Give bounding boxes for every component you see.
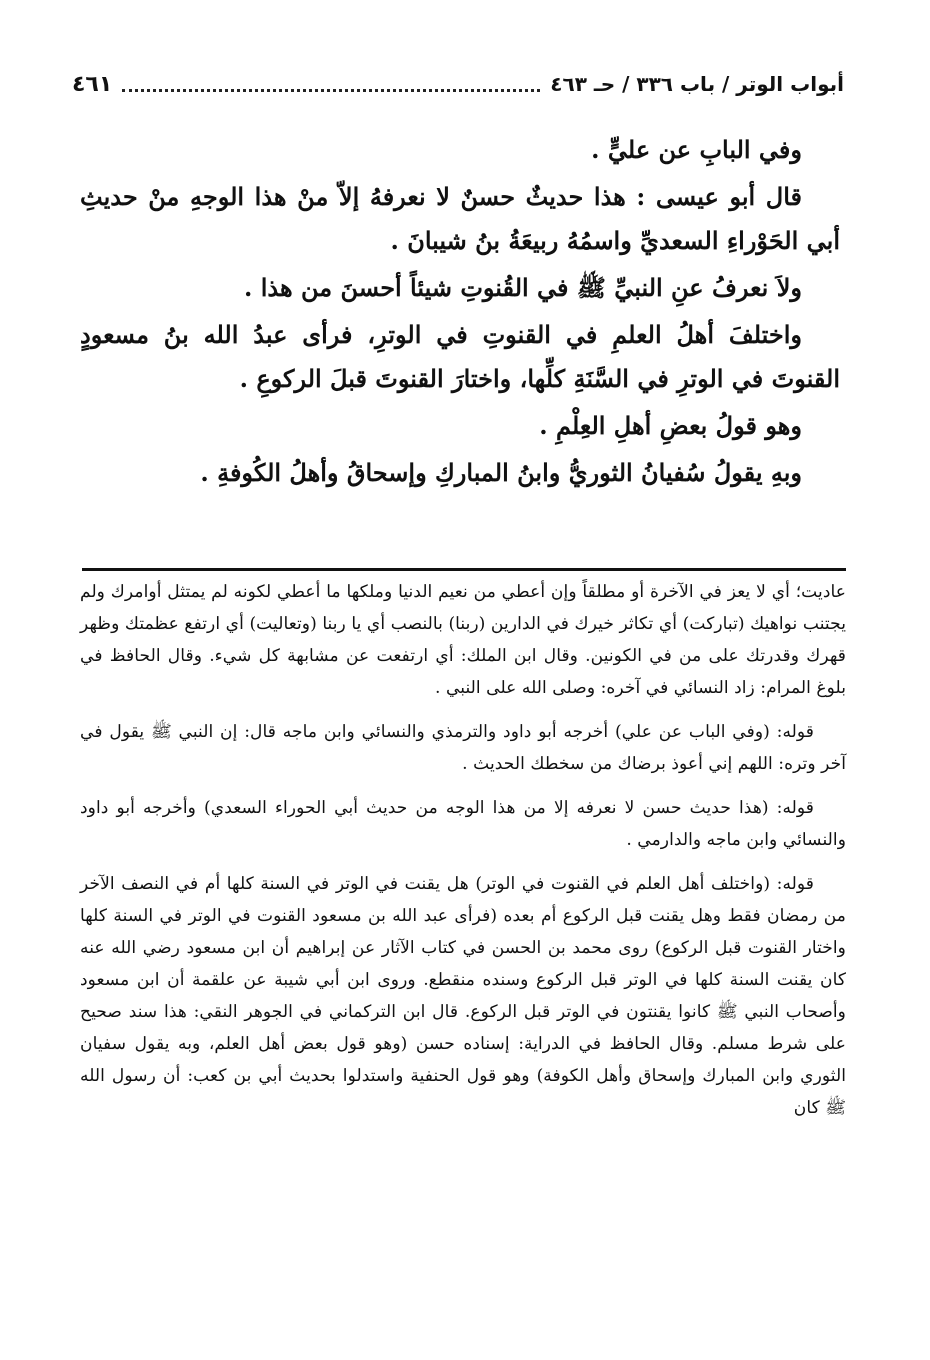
hadith-text (80, 128, 840, 498)
commentary-paragraph: قوله: (واختلف أهل العلم في القنوت في الوتر) هل يقنت في الوتر في السنة كلها أم في النصف الآخر من رمضان فقط وهل يقنت قبل الركوع أم بعده (فرأى عبد الله بن مسعود القنوت في الوتر في السنة كلها واختار القنوت قبل الركوع) روى محمد بن الحسن في كتاب الآثار عن إبراهيم أن ابن مسعود رضي الله عنه كان يقنت السنة كلها في الوتر قبل الركوع وسنده منقطع. وروى ابن أبي شيبة عن علقمة أن ابن مسعود وأصحاب النبي ﷺ كانوا يقنتون في الوتر قبل الركوع. قال ابن التركماني في الجوهر النقي: هذا سند صحيح على شرط مسلم. وقال الحافظ في الدراية: إسناده حسن (وهو قول بعض أهل العلم، وبه يقول سفيان الثوري وابن المبارك وإسحاق وأهل الكوفة) وهو قول الحنفية واستدلوا بحديث أبي بن كعب: أن رسول الله ﷺ كان (80, 874, 846, 1118)
section-divider (82, 568, 846, 571)
commentary-paragraph: عاديت؛ أي لا يعز في الآخرة أو مطلقاً وإن أعطي من نعيم الدنيا وملكها ما أعطي لكونه لم يمتثل أوامرك ولم يجتنب نواهيك (تباركت) أي تكاثر خيرك في الدارين (ربنا) بالنصب أي يا ربنا (وتعاليت) أي ارتفع عظمتك وظهر قهرك وقدرتك على من في الكونين. وقال ابن الملك: أي ارتفعت عن مشابهة كل شيء. وقال الحافظ في بلوغ المرام: زاد النسائي في آخره: وصلى الله على النبي . (80, 582, 846, 698)
matn-paragraph: واختلفَ أهلُ العلمِ في القنوتِ في الوترِ، فرأى عبدُ الله بنُ مسعودٍ القنوتَ في الوترِ في السَّنَةِ كلِّها، واختارَ القنوتَ قبلَ الركوعِ . (80, 320, 840, 393)
page-number: ٤٦١ (72, 71, 113, 97)
commentary-paragraph: قوله: (هذا حديث حسن لا نعرفه إلا من هذا الوجه من حديث أبي الحوراء السعدي) وأخرجه أبو داود والنسائي وابن ماجه والدارمي . (80, 798, 846, 850)
matn-paragraph: وبهِ يقولُ سُفيانُ الثوريُّ وابنُ المباركِ وإسحاقُ وأهلُ الكُوفةِ . (200, 458, 802, 487)
matn-paragraph: ولاَ نعرفُ عنِ النبيِّ ﷺ في القُنوتِ شيئاً أحسنَ من هذا . (244, 273, 802, 302)
matn-paragraph: وفي البابِ عن عليٍّ . (591, 135, 802, 164)
running-head (72, 64, 844, 104)
matn-paragraph: وهو قولُ بعضِ أهلِ العِلْمِ . (539, 411, 802, 440)
running-head-leader-dots (122, 89, 540, 92)
commentary-text (80, 576, 846, 1124)
running-head-title: أبواب الوتر / باب ٣٣٦ / حـ ٤٦٣ (550, 72, 844, 96)
commentary-paragraph: قوله: (وفي الباب عن علي) أخرجه أبو داود والترمذي والنسائي وابن ماجه قال: إن النبي ﷺ يقول في آخر وتره: اللهم إني أعوذ برضاك من سخطك الحديث . (80, 722, 846, 774)
matn-paragraph: قال أبو عيسى : هذا حديثٌ حسنٌ لا نعرفهُ إلاّ منْ هذا الوجهِ منْ حديثِ أبي الحَوْراءِ السعديِّ واسمُهُ ربيعَةُ بنُ شيبانَ . (80, 182, 840, 255)
